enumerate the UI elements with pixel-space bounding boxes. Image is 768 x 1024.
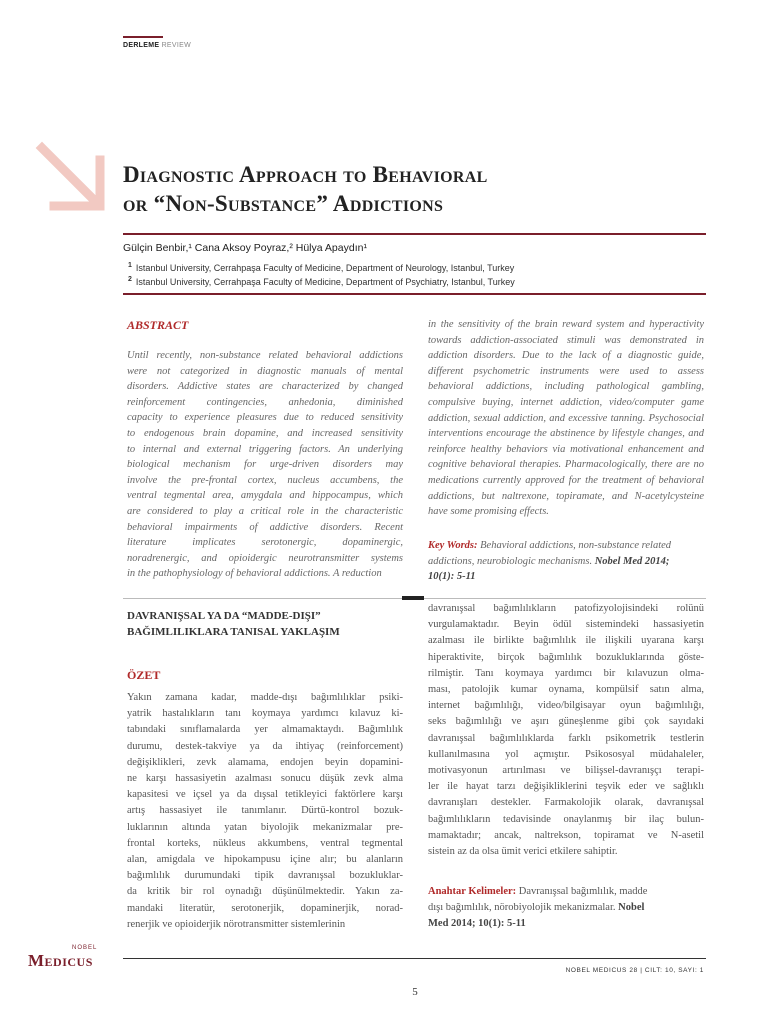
abstract-line: reinforce healthy behaviors via motivational enhancement and (428, 443, 704, 455)
ozet-line: davranışsal bağımlılıklarda farklı psikometrik testlerin (428, 732, 704, 744)
ozet-line: davranışsal bağımlılıkların patofizyolojisindeki rolünü (428, 603, 704, 614)
affiliation-rule (123, 293, 706, 295)
abstract-line: compulsive buying, internet addiction, video/computer game (428, 396, 704, 408)
abstract-line: ventral tegmental area, amygdala and hippocampus, which (127, 490, 403, 502)
abstract-line: medications currently approved for the treatment of behavioral (428, 474, 704, 486)
footer-rule (123, 958, 706, 959)
abstract-line: interventions encourage the abstinence by lifestyle changes, and (428, 428, 704, 440)
abstract-line: addiction disorders. Due to the lack of a diagnostic guide, (428, 350, 704, 362)
abstract-heading: ABSTRACT (127, 318, 189, 332)
ozet-line: kullanılmasına yol açmıştır. Psikososyal müdahaleler, (428, 748, 704, 760)
ozet-line: durumu, destek-takviye ya da ihtiyaç (reinforcement) (127, 740, 403, 752)
ozet-line: azalması ile birlikte bağımlılık ile ilişkili uyarana karşı (428, 635, 704, 647)
abstract-column-1 (127, 348, 403, 582)
abstract-line: towards addiction-associated stimuli was demonstrated in (428, 334, 704, 346)
divider-mark (402, 596, 424, 600)
abstract-line: behavioral addictions, including pathological gambling, (428, 381, 704, 393)
abstract-line: are considered to play a critical role in the characteristic (127, 505, 403, 517)
author-list: Gülçin Benbir,¹ Cana Aksoy Poyraz,² Hülya Apaydın¹ (123, 242, 367, 254)
abstract-line: noradrenergic, and opioidergic neurotransmitter systems (127, 552, 403, 564)
abstract-line: Until recently, non-substance related behavioral addictions (127, 350, 403, 361)
ozet-line: hiperaktivite, birçok bağımlılık bozukluklarında göste- (428, 651, 704, 663)
ozet-line: mandaki literatür, serotonerjik, dopaminerjik, norad- (127, 902, 403, 914)
abstract-line: in the pathophysiology of behavioral addictions. A reduction (127, 568, 382, 580)
ozet-line: alan, amigdala ve hipokampusu içine alır; bu alanların (127, 854, 403, 866)
article-title (123, 160, 683, 218)
section-tag-rule (123, 36, 163, 38)
ozet-line: frontal korteks, nükleus akkumbens, ventral tegmental (127, 837, 403, 849)
affiliation-1: $^1$ Istanbul University, Cerrahpaşa Faculty of Medicine, Department of Neurology, Istanbul, Turkey (128, 262, 515, 273)
ozet-line: renerjik ve opioiderjik nörotransmitter sistemlerinin (127, 918, 346, 930)
abstract-line: in the sensitivity of the brain reward system and hyperactivity (428, 319, 704, 330)
section-tag: DERLEME REVIEW (123, 42, 191, 49)
ozet-line: davranışları destekler. Farmakolojik olarak, davranışsal (428, 797, 704, 809)
ozet-line: bağımlılık durumundaki tipik davranışsal bozukluklar- (127, 870, 403, 882)
ozet-line: ması, patolojik kumar oynama, kompülsif satın alma, (428, 684, 704, 696)
title-line-1: Diagnostic Approach to Behavioral (123, 162, 488, 187)
abstract-column-2 (428, 317, 704, 520)
abstract-line: cognitive behavioral therapies. Pharmacologically, there are no (428, 459, 704, 471)
abstract-line: addictions, but naltrexone, topiramate, and N-acetylcysteine (428, 490, 704, 502)
ozet-line: değişiklikleri, zevk alamama, endojen beyin dopamini- (127, 756, 403, 768)
turkish-title: DAVRANIŞSAL YA DA “MADDE-DIŞI” BAĞIMLILIKLARA TANISAL YAKLAŞIM (127, 610, 340, 638)
ozet-line: da kritik bir rol oynadığı düşünülmektedir. Yakın za- (127, 886, 403, 898)
ozet-line: ne karşı hassasiyetin azalması sonucu düşük zevk alma (127, 773, 403, 785)
abstract-line: addiction, sexual addiction, and excessive tanning. Psychosocial (428, 412, 704, 424)
page-number: 5 (412, 986, 418, 998)
ozet-column-1 (127, 690, 403, 933)
journal-issue: NOBEL MEDICUS 28 | CILT: 10, SAYI: 1 (565, 967, 704, 974)
affiliation-2: $^2$ Istanbul University, Cerrahpaşa Faculty of Medicine, Department of Psychiatry, Istanbul, Turkey (128, 276, 515, 287)
ozet-line: artış hassasiyet ile tanımlanır. Dürtü-kontrol bozuk- (127, 805, 403, 817)
abstract-line: to endogenous brain dopamine, and increased sensitivity (127, 427, 403, 439)
abstract-line: behavioral impairments of addictive disorders. Recent (127, 521, 403, 533)
ozet-line: bağımlılıkların tedavisinde onaylanmış bir ilaç bulun- (428, 813, 704, 825)
ozet-line: rilmiştir. Tanı koymaya yardımcı bir kılavuzun olma- (428, 667, 704, 679)
ozet-line: kapasitesi ve içsel ya da dışsal tetikleyici faktörlere karşı (127, 789, 403, 801)
keywords: Key Words: Behavioral addictions, non-substance related addictions, neurobiologic mechanisms. Nobel Med 2014; 10(1): 5-11 (428, 540, 672, 583)
ozet-line: sistein az da olsa ümit verici etkilere sahiptir. (428, 846, 618, 858)
ozet-line: tabındaki sınıflamalarda yer almamaktaydı. Bağımlılık (127, 724, 403, 736)
ozet-line: Yakın zamana kadar, madde-dışı bağımlılıklar psiki- (127, 692, 403, 703)
ozet-line: seks bağımlılığı ve aşırı güneşlenme gibi çok sayıdaki (428, 716, 704, 728)
abstract-line: to internal and external triggering factors. An underlying (127, 443, 403, 455)
abstract-line: literature implicates serotonergic, dopaminergic, (127, 537, 403, 549)
ozet-line: yatrik hastalıkların tanı koymaya yardımcı kılavuz ki- (127, 708, 403, 720)
ozet-heading: ÖZET (127, 668, 161, 682)
ozet-line: ler ile hayat tarzı değişikliklerini teşvik eder ve sağlıklı (428, 781, 704, 793)
abstract-line: have some promising effects. (428, 506, 549, 518)
turkish-keywords: Anahtar Kelimeler: Davranışsal bağımlılık, madde dışı bağımlılık, nörobiyolojik mekanizmalar. Nobel Med 2014; 10(1): 5-11 (428, 886, 648, 930)
ozet-line: luklarının altında yatan biyolojik mekanizmalar pre- (127, 821, 403, 833)
arrow-down-right-icon (30, 140, 110, 220)
abstract-line: were not categorized in diagnostic manuals of mental (127, 365, 403, 377)
ozet-line: mamaktadır; ancak, naltrekson, topiramat ve N-asetil (428, 829, 704, 841)
ozet-column-2 (428, 601, 704, 860)
ozet-line: vurgulamaktadır. Beyin ödül sistemindeki hassasiyetin (428, 619, 704, 631)
abstract-line: involve the pre-frontal cortex, nucleus accumbens, the (127, 474, 403, 486)
journal-logo: NOBEL Medicus (28, 945, 98, 970)
abstract-line: capacity to experience pleasures due to reduced sensitivity (127, 412, 403, 424)
title-line-2: or “Non-Substance” Addictions (123, 191, 444, 216)
abstract-line: reinforcement contingencies, anhedonia, diminished (127, 396, 403, 408)
abstract-line: biological mechanism for urge-driven disorders may (127, 459, 403, 471)
abstract-line: disorders. Addictive states are characterized by changed (127, 381, 403, 393)
abstract-line: different psychometric instruments were used to assess (428, 365, 704, 377)
ozet-line: internet bağımlılığı, video/bilgisayar oyun bağımlılığı, (428, 700, 704, 712)
ozet-line: motivasyonun artırılması ve bilişsel-davranışçı terapi- (428, 765, 704, 777)
title-rule (123, 233, 706, 235)
